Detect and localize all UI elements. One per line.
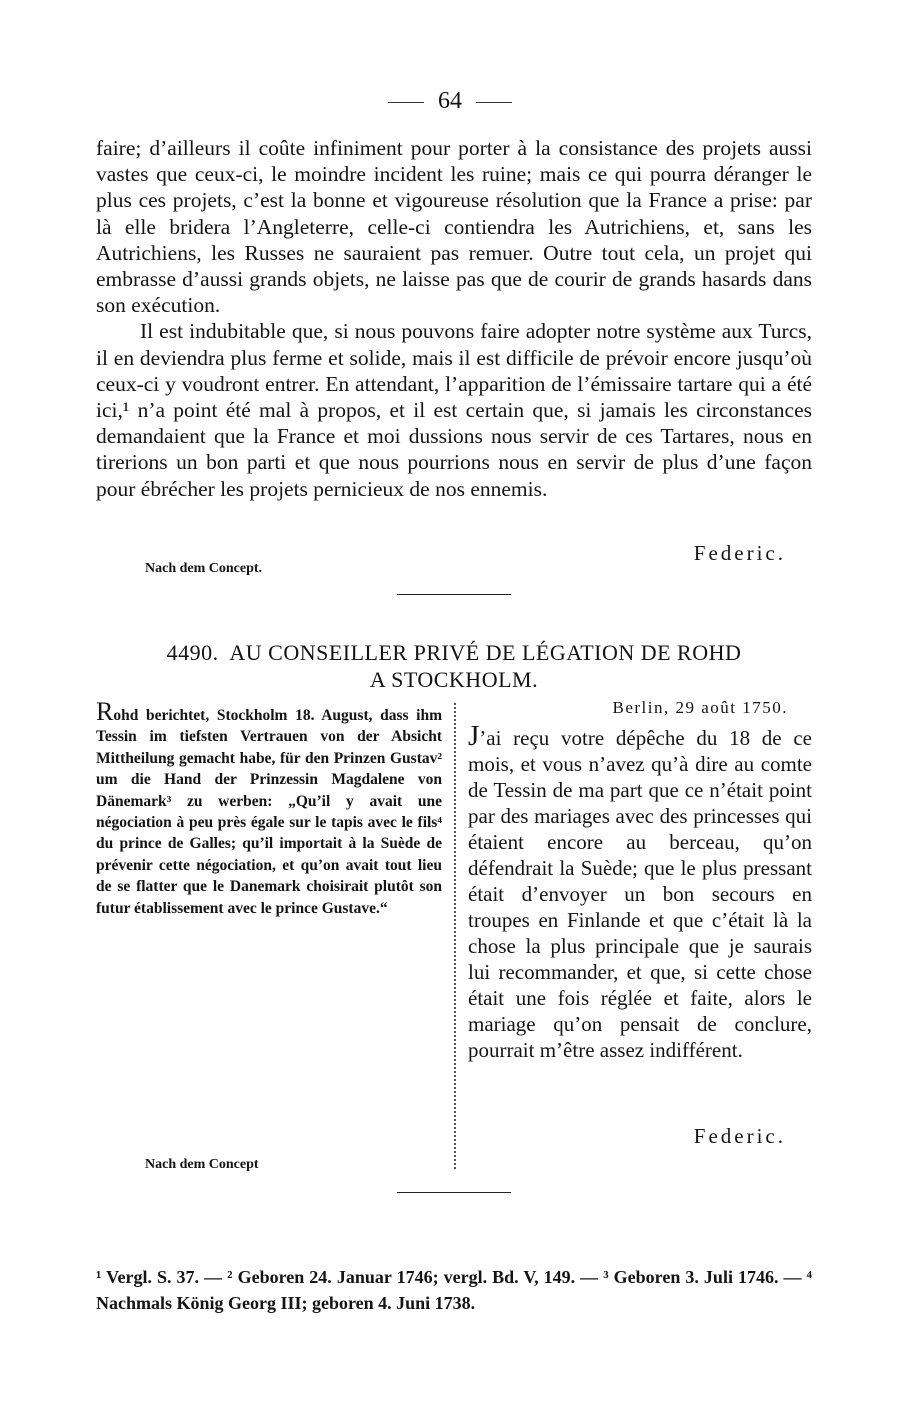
column-divider <box>454 703 456 1169</box>
section-divider-1 <box>397 594 511 595</box>
summary-dropcap: R <box>96 697 114 726</box>
summary-text: ohd berichtet, Stockholm 18. August, dass ihm Tessin im tiefsten Vertrauen von der Absicht Mittheilung gemacht habe, für den Prinzen Gustav² um die Hand der Prinzessin Magdalene von Dänemark³ zu werben: „Qu’il y avait une négociation à peu près égale sur le tapis avec le fils⁴ du prince de Galles; qu’il importait à la Suède de prévenir cette négociation, et qu’on avait tout lieu de se flatter que le Danemark choisirait plutôt son futur établissement avec le prince Gustave.“ <box>96 707 442 917</box>
letter-heading-line-2: A STOCKHOLM. <box>369 667 539 692</box>
footnotes: ¹ Vergl. S. 37. — ² Geboren 24. Januar 1746; vergl. Bd. V, 149. — ³ Geboren 3. Juli 1746. — ⁴ Nachmals König Georg III; geboren 4. Juni 1738. <box>96 1267 812 1313</box>
continuation-paragraph-2: Il est indubitable que, si nous pouvons faire adopter notre système aux Turcs, il en deviendra plus ferme et solide, mais il est difficile de prévoir encore jusqu’où ceux-ci y voudront entrer. En attendant, l’apparition de l’émissaire tartare qui a été ici,¹ n’a point été mal à propos, et il est certain que, si jamais les circonstances demandaient que la France et moi dussions nous servir de ces Tartares, nous en tirerions un bon parti et que nous pourrions nous en servir de plus d’une façon pour ébrécher les projets pernicieux de nos ennemis. <box>96 319 812 501</box>
header-dash-left <box>388 102 424 103</box>
letter-heading-line-1: AU CONSEILLER PRIVÉ DE LÉGATION DE ROHD <box>229 640 742 665</box>
continuation-source-note: Nach dem Concept. <box>145 561 263 576</box>
continuation-signature: Federic. <box>693 541 786 565</box>
page-header <box>0 86 900 116</box>
section-divider-2 <box>397 1192 511 1193</box>
page-number: 64 <box>438 88 462 114</box>
letter-summary <box>96 697 442 919</box>
letter-signature: Federic. <box>693 1124 786 1148</box>
body-dropcap: J <box>468 720 480 752</box>
letter-number: 4490. <box>166 640 219 665</box>
letter-source-note: Nach dem Concept <box>145 1157 259 1172</box>
continuation-paragraph-1: faire; d’ailleurs il coûte infiniment pour porter à la consistance des projets aussi vastes que ceux-ci, le moindre incident les ruine; mais ce qui pourra déranger le plus ces projets, c’est la bonne et vigoureuse résolution que la France a prise: par là elle bridera l’Angleterre, celle-ci contiendra les Autrichiens, et, sans les Autrichiens, les Russes ne sauraient pas remuer. Outre tout cela, un projet qui embrasse d’aussi grands objets, ne laisse pas que de courir de grands hasards dans son exécution. <box>96 136 812 318</box>
header-dash-right <box>476 102 512 103</box>
letter-dateline: Berlin, 29 août 1750. <box>612 698 788 717</box>
body-text: ’ai reçu votre dépêche du 18 de ce mois, et vous n’avez qu’à dire au comte de Tessin de ma part que ce n’était point par des mariages avec des princesses qui étaient encore au berceau, qu’on défendrait la Suède; que le plus pressant était d’envoyer un bon secours en troupes en Finlande et que c’était là la chose la plus principale que je saurais lui recommander, et que, si cette chose était une fois réglée et faite, alors le mariage qu’on pensait de conclure, pourrait m’être assez indifférent. <box>468 726 812 1062</box>
letter-body <box>468 720 812 1063</box>
letter-heading <box>96 639 812 693</box>
continuation-text <box>96 135 812 502</box>
